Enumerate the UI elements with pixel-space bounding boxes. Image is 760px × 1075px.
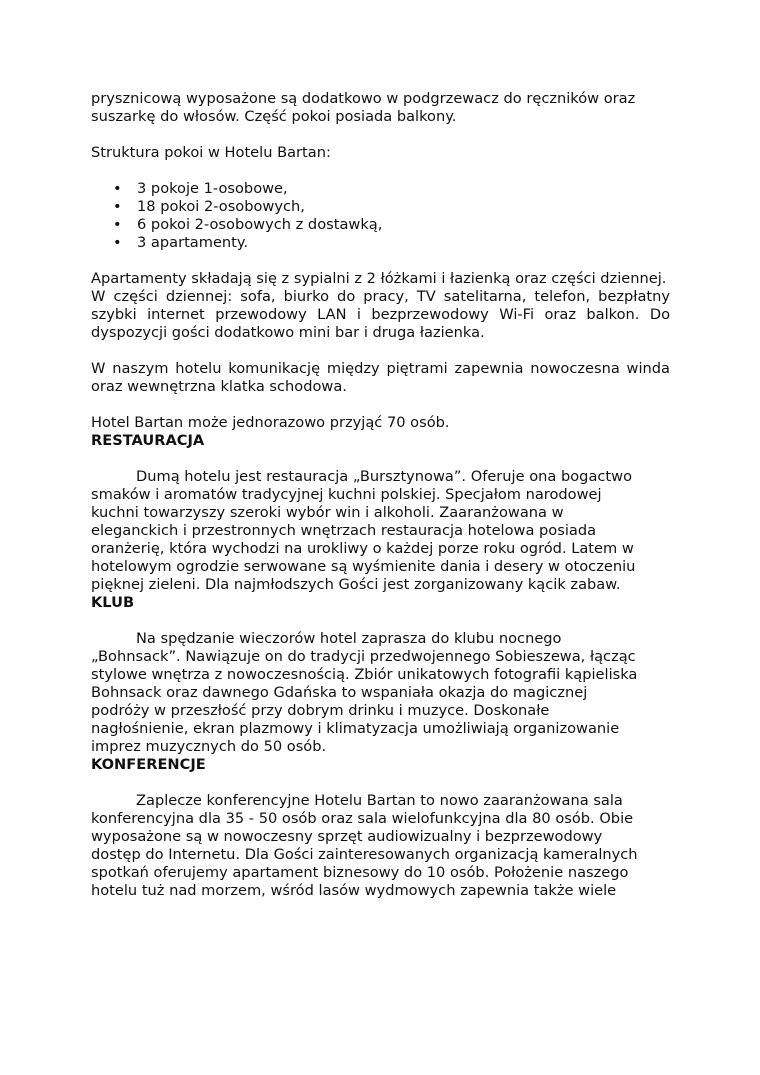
room-structure-heading: Struktura pokoi w Hotelu Bartan: [91, 144, 331, 161]
restaurant-line: hotelowym ogrodzie serwowane są wyśmienite dania i desery w otoczeniu [91, 558, 636, 575]
conferences-paragraph [91, 792, 670, 900]
elevator-paragraph: W naszym hotelu komunikację między piętrami zapewnia nowoczesna winda oraz wewnętrzna klatka schodowa. [91, 360, 670, 395]
club-line: „Bohnsack”. Nawiązuje on do tradycji przedwojennego Sobieszewa, łącząc [91, 648, 636, 665]
restaurant-line: kuchni towarzyszy szeroki wybór win i alkoholi. Zaaranżowana w [91, 504, 564, 521]
club-line: Na spędzanie wieczorów hotel zaprasza do klubu nocnego [136, 630, 562, 647]
conferences-line: dostęp do Internetu. Dla Gości zainteresowanych organizacją kameralnych [91, 846, 638, 863]
intro-line-1: prysznicową wyposażone są dodatkowo w podgrzewacz do ręczników oraz [91, 90, 636, 107]
restaurant-line: smaków i aromatów tradycyjnej kuchni polskiej. Specjałom narodowej [91, 486, 602, 503]
list-item: • 3 pokoje 1-osobowe, [113, 180, 288, 197]
restaurant-paragraph [91, 468, 670, 594]
restaurant-heading: RESTAURACJA [91, 432, 205, 449]
club-line: podróży w przeszłość przy dobrym drinku i muzyce. Doskonałe [91, 702, 550, 719]
list-item: • 6 pokoi 2-osobowych z dostawką, [113, 216, 383, 233]
room-structure-list [91, 180, 670, 252]
conferences-line: hotelu tuż nad morzem, wśród lasów wydmowych zapewnia także wiele [91, 882, 617, 899]
bullet-icon: • [113, 180, 122, 197]
club-line: Bohnsack oraz dawnego Gdańska to wspaniała okazja do magicznej [91, 684, 588, 701]
conferences-line: konferencyjna dla 35 - 50 osób oraz sala wielofunkcyjna dla 80 osób. Obie [91, 810, 634, 827]
conferences-line: Zaplecze konferencyjne Hotelu Bartan to nowo zaaranżowana sala [136, 792, 623, 809]
list-item: • 3 apartamenty. [113, 234, 249, 251]
document-page [91, 90, 670, 900]
bullet-icon: • [113, 234, 122, 251]
club-heading: KLUB [91, 594, 135, 611]
club-line: imprez muzycznych do 50 osób. [91, 738, 327, 755]
conferences-line: spotkań oferujemy apartament biznesowy do 10 osób. Położenie naszego [91, 864, 629, 881]
intro-line-2: suszarkę do włosów. Część pokoi posiada balkony. [91, 108, 457, 125]
club-line: nagłośnienie, ekran plazmowy i klimatyzacja umożliwiają organizowanie [91, 720, 620, 737]
restaurant-line: oranżerię, która wychodzi na urokliwy o każdej porze roku ogród. Latem w [91, 540, 634, 557]
conferences-heading: KONFERENCJE [91, 756, 206, 773]
club-paragraph [91, 630, 670, 756]
club-line: stylowe wnętrza z nowoczesnością. Zbiór unikatowych fotografii kąpieliska [91, 666, 638, 683]
living-area-paragraph: W części dziennej: sofa, biurko do pracy, TV satelitarna, telefon, bezpłatny szybki internet przewodowy LAN i bezprzewodowy Wi-Fi oraz balkon. Do dyspozycji gości dodatkowo mini bar i druga łazienka. [91, 288, 670, 341]
list-item: • 18 pokoi 2-osobowych, [113, 198, 305, 215]
conferences-line: wyposażone są w nowoczesny sprzęt audiowizualny i bezprzewodowy [91, 828, 603, 845]
apartments-paragraph: Apartamenty składają się z sypialni z 2 łóżkami i łazienką oraz części dziennej. [91, 270, 667, 287]
intro-paragraph [91, 90, 670, 126]
capacity-paragraph: Hotel Bartan może jednorazowo przyjąć 70 osób. [91, 414, 450, 431]
bullet-icon: • [113, 216, 122, 233]
restaurant-line: Dumą hotelu jest restauracja „Bursztynowa”. Oferuje ona bogactwo [136, 468, 632, 485]
restaurant-line: pięknej zieleni. Dla najmłodszych Gości jest zorganizowany kącik zabaw. [91, 576, 621, 593]
bullet-icon: • [113, 198, 122, 215]
restaurant-line: eleganckich i przestronnych wnętrzach restauracja hotelowa posiada [91, 522, 597, 539]
